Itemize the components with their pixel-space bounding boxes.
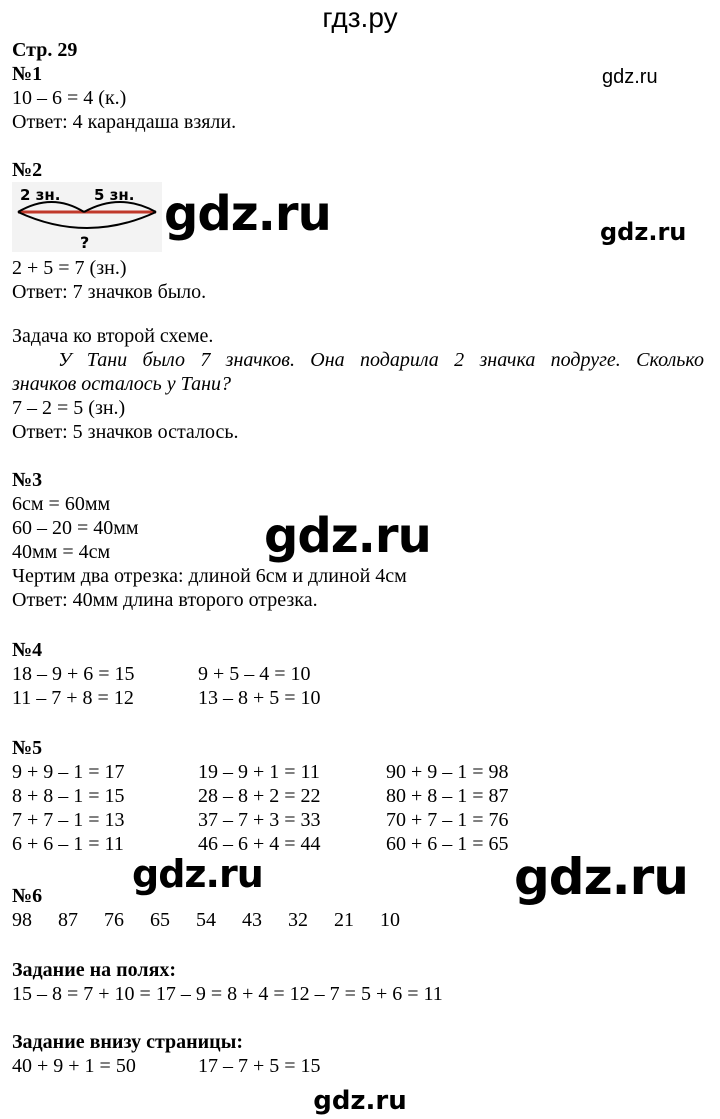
seq-item: 54 bbox=[196, 909, 216, 931]
task-5-c2-r2: 28 – 8 + 2 = 22 bbox=[198, 785, 321, 807]
seq-item: 43 bbox=[242, 909, 262, 931]
watermark-big-1: gdz.ru bbox=[164, 186, 331, 242]
task-4-c1-r2: 11 – 7 + 8 = 12 bbox=[12, 687, 134, 709]
task-2-line-1: 2 + 5 = 7 (зн.) bbox=[12, 257, 127, 279]
bottom-task-col-1: 40 + 9 + 1 = 50 bbox=[12, 1055, 136, 1077]
task-2-line-4: Ответ: 5 значков осталось. bbox=[12, 421, 239, 443]
site-header: гдз.ру bbox=[322, 2, 398, 33]
task-6-sequence bbox=[12, 908, 422, 934]
task-1-line-1: 10 – 6 = 4 (к.) bbox=[12, 87, 127, 109]
task-5-c1-r3: 7 + 7 – 1 = 13 bbox=[12, 809, 125, 831]
task-3-number: №3 bbox=[12, 469, 43, 491]
task-5-c2-r4: 46 – 6 + 4 = 44 bbox=[198, 833, 321, 855]
task-3-line-4: Чертим два отрезка: длиной 6см и длиной 4см bbox=[12, 565, 407, 587]
task-4-number: №4 bbox=[12, 639, 43, 661]
scheme-label-question: ? bbox=[80, 233, 90, 252]
page-ref: Стр. 29 bbox=[12, 39, 78, 61]
task-4-c1-r1: 18 – 9 + 6 = 15 bbox=[12, 663, 135, 685]
bottom-task-col-2: 17 – 7 + 5 = 15 bbox=[198, 1055, 321, 1077]
watermark-medium-1: gdz.ru bbox=[600, 218, 687, 246]
seq-item: 98 bbox=[12, 909, 32, 931]
task-3-line-2: 60 – 20 = 40мм bbox=[12, 517, 139, 539]
task-2-number: №2 bbox=[12, 159, 43, 181]
scheme-label-left: 2 зн. bbox=[20, 186, 61, 204]
task-3-line-1: 6см = 60мм bbox=[12, 493, 111, 515]
seq-item: 21 bbox=[334, 909, 354, 931]
task-5-c3-r2: 80 + 8 – 1 = 87 bbox=[386, 785, 509, 807]
task-1-number: №1 bbox=[12, 63, 43, 85]
task-5-col-3 bbox=[386, 760, 509, 856]
watermark-small: gdz.ru bbox=[602, 66, 658, 88]
footer-watermark: gdz.ru bbox=[313, 1086, 407, 1116]
margin-task-title: Задание на полях: bbox=[12, 959, 177, 981]
task-1-line-2: Ответ: 4 карандаша взяли. bbox=[12, 111, 237, 133]
bottom-task-title: Задание внизу страницы: bbox=[12, 1031, 243, 1053]
task-2-line-3: 7 – 2 = 5 (зн.) bbox=[12, 397, 126, 419]
watermark-medium-2: gdz.ru bbox=[132, 852, 263, 896]
task-5-col-2 bbox=[198, 760, 321, 856]
task-4-col-2 bbox=[198, 662, 321, 710]
task-5-col-1 bbox=[12, 760, 125, 856]
task-5-c2-r3: 37 – 7 + 3 = 33 bbox=[198, 809, 321, 831]
task-5-c1-r4: 6 + 6 – 1 = 11 bbox=[12, 833, 124, 855]
seq-item: 76 bbox=[104, 909, 124, 931]
scheme-diagram bbox=[12, 182, 162, 252]
task-5-c3-r4: 60 + 6 – 1 = 65 bbox=[386, 833, 509, 855]
scheme-svg bbox=[12, 182, 162, 252]
seq-item: 32 bbox=[288, 909, 308, 931]
task-6-number: №6 bbox=[12, 885, 43, 907]
task-4-c2-r1: 9 + 5 – 4 = 10 bbox=[198, 663, 311, 685]
task-5-c1-r1: 9 + 9 – 1 = 17 bbox=[12, 761, 125, 783]
scheme-arc-bottom bbox=[18, 212, 156, 228]
task-5-number: №5 bbox=[12, 737, 43, 759]
task-5-c3-r1: 90 + 9 – 1 = 98 bbox=[386, 761, 509, 783]
margin-task-line: 15 – 8 = 7 + 10 = 17 – 9 = 8 + 4 = 12 – 7 = 5 + 6 = 11 bbox=[12, 983, 443, 1005]
task-4-col-1 bbox=[12, 662, 135, 710]
task-5-c3-r3: 70 + 7 – 1 = 76 bbox=[386, 809, 509, 831]
watermark-big-2: gdz.ru bbox=[264, 508, 431, 564]
seq-item: 10 bbox=[380, 909, 400, 931]
task-2-second-title: Задача ко второй схеме. bbox=[12, 325, 214, 347]
scheme-label-right: 5 зн. bbox=[94, 186, 135, 204]
task-3-line-5: Ответ: 40мм длина второго отрезка. bbox=[12, 589, 318, 611]
task-5-c1-r2: 8 + 8 – 1 = 15 bbox=[12, 785, 125, 807]
task-2-line-2: Ответ: 7 значков было. bbox=[12, 281, 207, 303]
seq-item: 87 bbox=[58, 909, 78, 931]
task-4-c2-r2: 13 – 8 + 5 = 10 bbox=[198, 687, 321, 709]
task-2-story-line-1: У Тани было 7 значков. Она подарила 2 значка подруге. Сколько bbox=[58, 349, 704, 371]
task-5-c2-r1: 19 – 9 + 1 = 11 bbox=[198, 761, 320, 783]
seq-item: 65 bbox=[150, 909, 170, 931]
task-3-line-3: 40мм = 4см bbox=[12, 541, 111, 563]
task-2-story-line-2: значков осталось у Тани? bbox=[12, 373, 231, 395]
watermark-big-3: gdz.ru bbox=[514, 848, 688, 906]
